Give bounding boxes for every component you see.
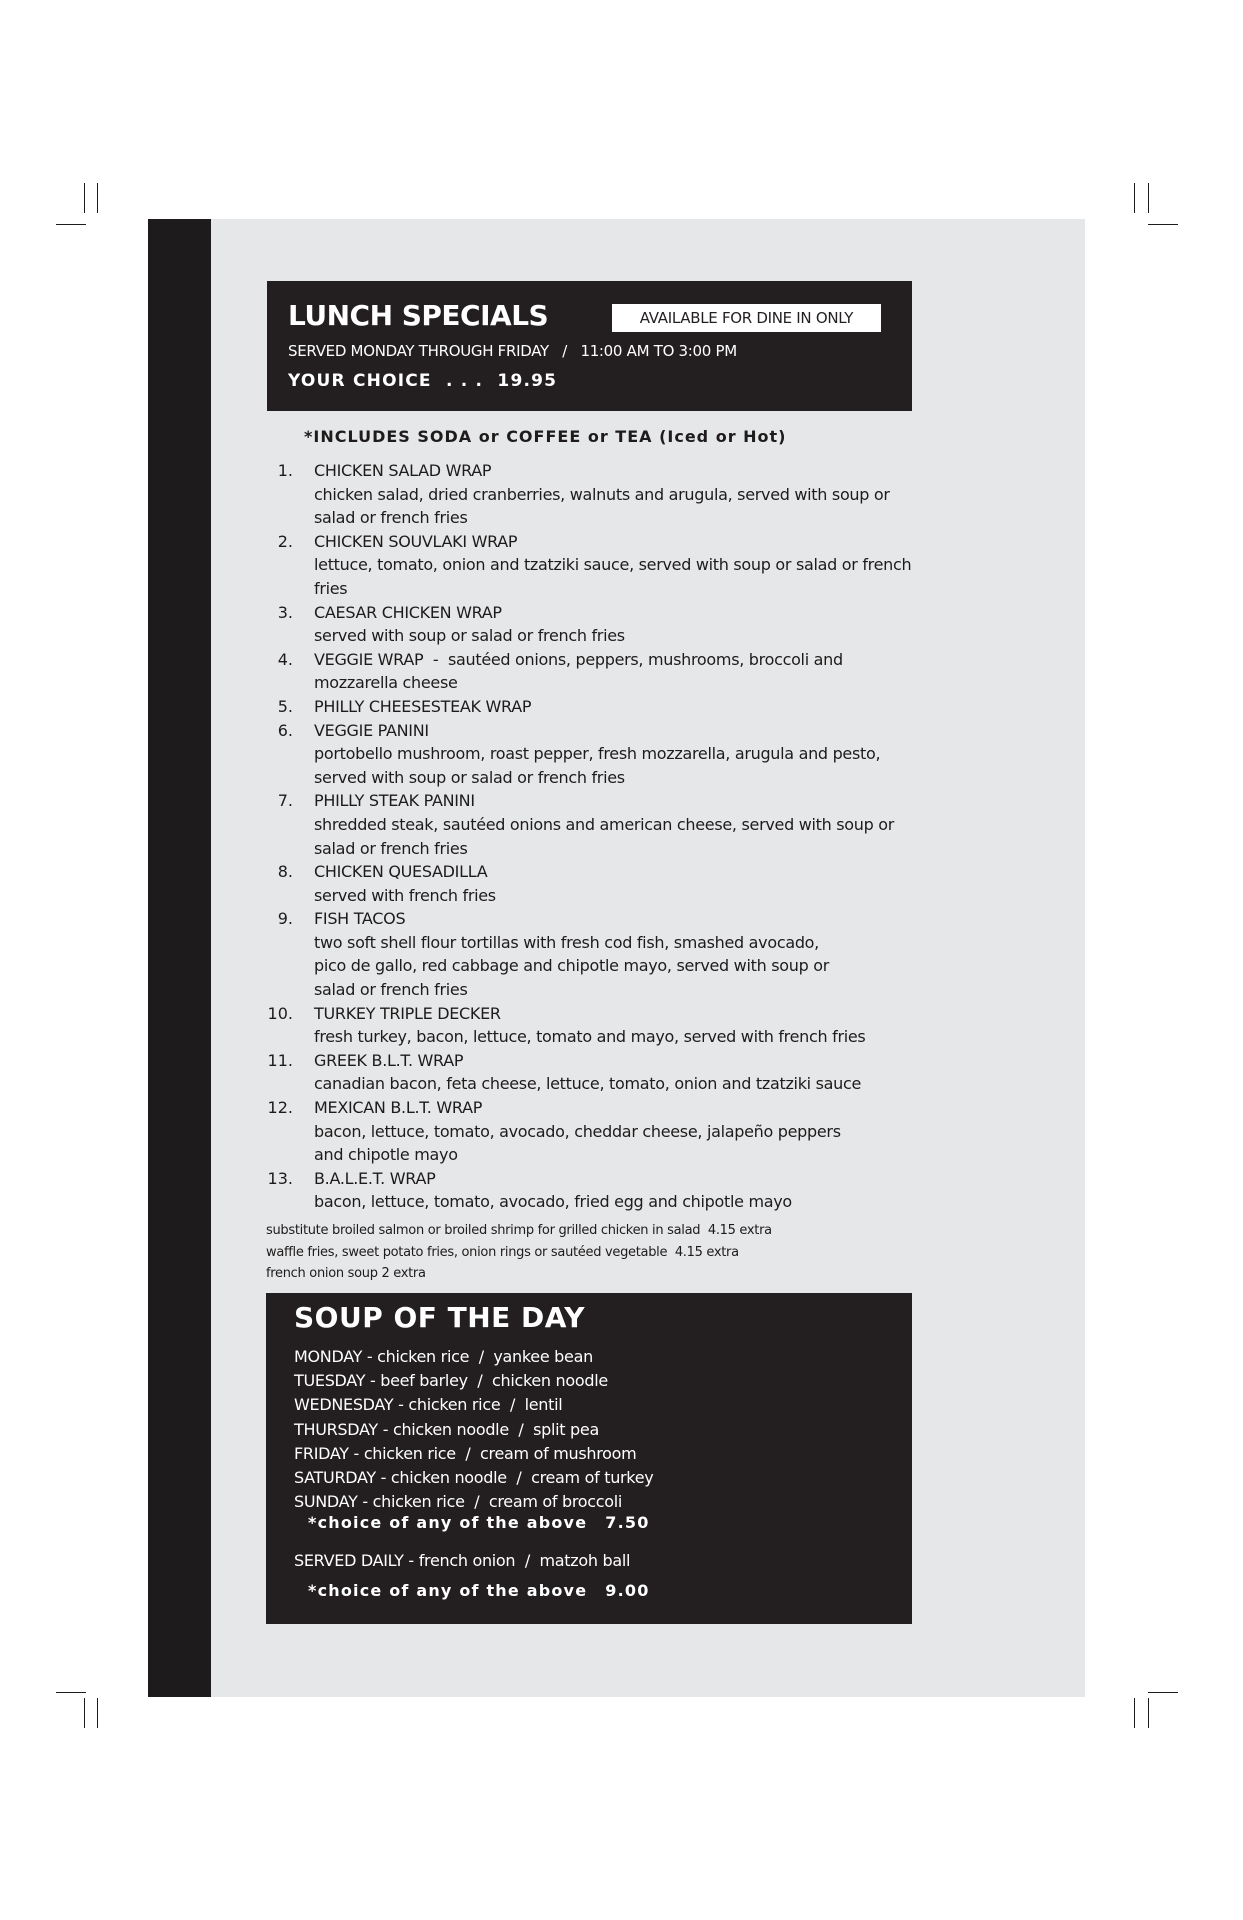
list-item xyxy=(267,1002,917,1049)
served-daily-row: SERVED DAILY - french onion / matzoh ball xyxy=(294,1551,631,1570)
day-name: TUESDAY xyxy=(294,1371,366,1391)
extra-line: waffle fries, sweet potato fries, onion rings or sautéed vegetable 4.15 extra xyxy=(266,1244,739,1260)
day-soups: beef barley / chicken noodle xyxy=(380,1371,608,1391)
item-number: 10. xyxy=(267,1003,293,1023)
soup-day-row: WEDNESDAY - chicken rice / lentil xyxy=(294,1395,563,1415)
choice-price: YOUR CHOICE . . . 19.95 xyxy=(288,371,558,391)
crop-mark xyxy=(1148,224,1178,225)
day-name: SATURDAY xyxy=(294,1468,376,1488)
menu-item-list xyxy=(267,459,917,1214)
crop-mark xyxy=(84,1698,85,1728)
soup-day-row: TUESDAY - beef barley / chicken noodle xyxy=(294,1371,608,1391)
includes-note: *INCLUDES SODA or COFFEE or TEA (Iced or Hot) xyxy=(304,427,787,446)
soup-day-row: SUNDAY - chicken rice / cream of broccoli xyxy=(294,1492,623,1512)
crop-mark xyxy=(97,1698,98,1728)
crop-mark xyxy=(1148,183,1149,213)
day-soups: chicken rice / yankee bean xyxy=(377,1347,593,1366)
crop-mark xyxy=(1134,183,1135,213)
item-number: 5. xyxy=(277,696,293,716)
soup-title: SOUP OF THE DAY xyxy=(294,1301,586,1334)
item-description: chicken salad, dried cranberries, walnuts and arugula, served with soup or salad or french fries xyxy=(314,484,890,528)
crop-mark xyxy=(56,224,86,225)
list-item xyxy=(267,789,917,860)
soup-days-list xyxy=(294,1345,653,1514)
item-description: portobello mushroom, roast pepper, fresh mozzarella, arugula and pesto, served with soup or salad or french fries xyxy=(314,744,881,787)
extra-line: french onion soup 2 extra xyxy=(266,1266,426,1281)
item-number: 9. xyxy=(277,909,293,929)
extra-line: substitute broiled salmon or broiled shrimp for grilled chicken in salad 4.15 extra xyxy=(266,1223,772,1238)
item-number: 12. xyxy=(267,1098,293,1118)
item-number: 3. xyxy=(277,602,293,622)
side-band xyxy=(148,219,211,1697)
list-item xyxy=(267,719,917,790)
crop-mark xyxy=(84,183,85,213)
day-name: WEDNESDAY xyxy=(294,1395,394,1415)
item-description: fresh turkey, bacon, lettuce, tomato and mayo, served with french fries xyxy=(314,1027,866,1047)
day-soups: chicken rice / cream of mushroom xyxy=(363,1443,637,1463)
item-name: MEXICAN B.L.T. WRAP xyxy=(314,1098,483,1118)
item-name: CHICKEN QUESADILLA xyxy=(314,862,488,882)
crop-mark xyxy=(56,1692,86,1693)
served-hours: SERVED MONDAY THROUGH FRIDAY / 11:00 AM TO 3:00 PM xyxy=(288,342,737,360)
item-description: lettuce, tomato, onion and tzatziki sauce, served with soup or salad or french fries xyxy=(314,555,912,598)
day-name: THURSDAY xyxy=(294,1419,378,1439)
day-soups: chicken rice / lentil xyxy=(408,1395,563,1415)
soup-day-row: SATURDAY - chicken noodle / cream of turkey xyxy=(294,1468,654,1488)
note-text: *choice of any of the above xyxy=(308,1513,588,1532)
list-item xyxy=(267,530,917,601)
soup-of-the-day-box xyxy=(266,1293,912,1624)
day-soups: chicken noodle / cream of turkey xyxy=(390,1468,654,1488)
note-price: 7.50 xyxy=(605,1513,650,1532)
item-name: GREEK B.L.T. WRAP xyxy=(314,1050,464,1070)
list-item xyxy=(267,648,917,695)
item-number: 6. xyxy=(277,720,293,740)
daily-soups: french onion / matzoh ball xyxy=(418,1551,631,1570)
list-item xyxy=(267,601,917,648)
item-description: served with french fries xyxy=(314,885,496,905)
item-number: 1. xyxy=(277,461,293,480)
item-description: shredded steak, sautéed onions and american cheese, served with soup or salad or french fries xyxy=(314,814,895,858)
dine-in-badge: AVAILABLE FOR DINE IN ONLY xyxy=(612,304,881,332)
item-name: FISH TACOS xyxy=(314,909,406,929)
item-name: VEGGIE PANINI xyxy=(314,720,429,740)
list-item xyxy=(267,1167,917,1214)
item-description: bacon, lettuce, tomato, avocado, fried egg and chipotle mayo xyxy=(314,1192,792,1212)
item-name: PHILLY CHEESESTEAK WRAP xyxy=(314,696,532,716)
list-item xyxy=(267,459,917,530)
crop-mark xyxy=(97,183,98,213)
soup-choice-note xyxy=(308,1513,650,1532)
item-name: PHILLY STEAK PANINI xyxy=(314,791,475,811)
list-item xyxy=(267,695,917,719)
crop-mark xyxy=(1148,1698,1149,1728)
item-name: CHICKEN SOUVLAKI WRAP xyxy=(314,531,518,551)
day-soups: chicken noodle / split pea xyxy=(392,1419,599,1439)
item-number: 11. xyxy=(267,1050,293,1070)
list-item xyxy=(267,860,917,907)
soup-day-row: MONDAY - chicken rice / yankee bean xyxy=(294,1347,593,1366)
item-number: 13. xyxy=(267,1168,293,1188)
day-name: SUNDAY xyxy=(294,1492,358,1512)
item-name: TURKEY TRIPLE DECKER xyxy=(314,1003,501,1023)
item-description: mozzarella cheese xyxy=(314,673,458,693)
item-name: CHICKEN SALAD WRAP xyxy=(314,461,492,480)
item-description: served with soup or salad or french fries xyxy=(314,626,625,646)
item-number: 7. xyxy=(277,791,293,811)
item-name: VEGGIE WRAP - sautéed onions, peppers, mushrooms, broccoli and xyxy=(314,649,843,669)
note-text: *choice of any of the above xyxy=(308,1581,588,1600)
page-title: LUNCH SPECIALS xyxy=(288,299,549,332)
item-number: 4. xyxy=(277,649,293,669)
list-item xyxy=(267,907,917,1001)
item-description: canadian bacon, feta cheese, lettuce, tomato, onion and tzatziki sauce xyxy=(314,1074,862,1094)
extras-notes xyxy=(266,1220,772,1285)
soup-daily-choice-note xyxy=(308,1581,650,1600)
soup-day-row: THURSDAY - chicken noodle / split pea xyxy=(294,1419,599,1439)
item-description: two soft shell flour tortillas with fresh cod fish, smashed avocado, pico de gallo, red cabbage and chipotle mayo, served with soup or salad or french fries xyxy=(314,932,829,1000)
list-item xyxy=(267,1096,917,1167)
menu-page xyxy=(148,219,1085,1697)
item-description: bacon, lettuce, tomato, avocado, cheddar cheese, jalapeño peppers and chipotle mayo xyxy=(314,1121,841,1165)
item-name: B.A.L.E.T. WRAP xyxy=(314,1168,436,1188)
day-soups: chicken rice / cream of broccoli xyxy=(372,1492,623,1512)
soup-day-row: FRIDAY - chicken rice / cream of mushroom xyxy=(294,1443,637,1463)
day-name: MONDAY xyxy=(294,1347,363,1366)
item-name: CAESAR CHICKEN WRAP xyxy=(314,602,502,622)
list-item xyxy=(267,1049,917,1096)
crop-mark xyxy=(1134,1698,1135,1728)
lunch-specials-header xyxy=(267,281,912,411)
daily-label: SERVED DAILY xyxy=(294,1551,404,1570)
crop-mark xyxy=(1148,1692,1178,1693)
day-name: FRIDAY xyxy=(294,1443,349,1463)
note-price: 9.00 xyxy=(605,1581,650,1600)
item-number: 8. xyxy=(277,862,293,882)
item-number: 2. xyxy=(277,531,293,551)
